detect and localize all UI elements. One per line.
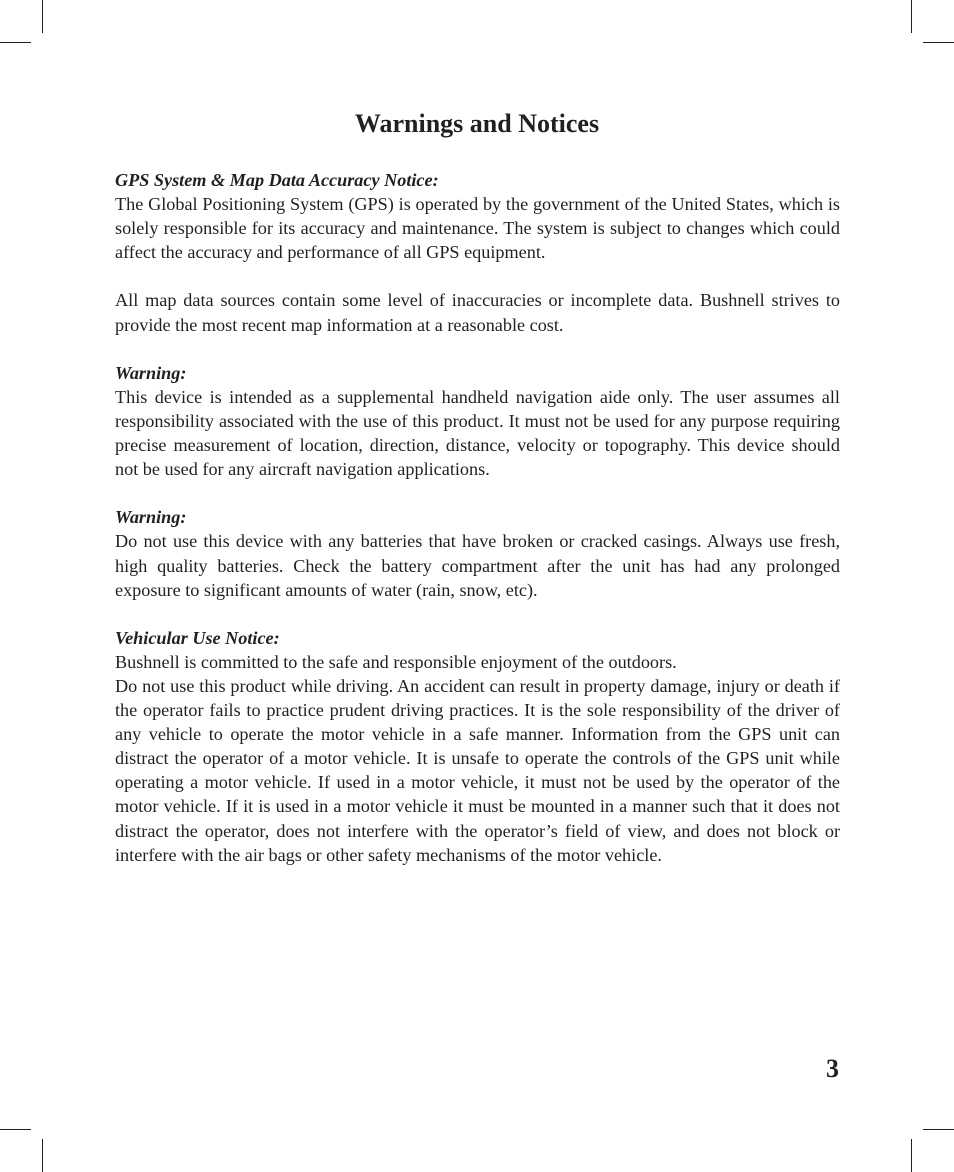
paragraph-battery-warning: Do not use this device with any batteries that have broken or cracked casings. Always use fresh, high quality batteries. Check the battery compartment after the unit has had any prolonged exposure to significant amounts of water (rain, snow, etc). [115,531,840,600]
crop-mark-top-right-vertical [911,0,912,33]
spacer [115,264,840,288]
section-heading-warning-batteries: Warning: [115,507,187,528]
crop-mark-bottom-left-horizontal [0,1129,31,1130]
crop-mark-bottom-right-vertical [911,1139,912,1172]
crop-mark-bottom-right-horizontal [923,1129,954,1130]
crop-mark-top-left-vertical [42,0,43,33]
spacer [115,481,840,505]
crop-mark-top-left-horizontal [0,42,31,43]
section-heading-gps-accuracy: GPS System & Map Data Accuracy Notice: [115,170,439,190]
crop-mark-top-right-horizontal [923,42,954,43]
paragraph-driving-notice: Do not use this product while driving. An accident can result in property damage, injury or death if the operator fails to practice prudent driving practices. It is the sole responsibility of the driver of any vehicle to operate the motor vehicle in a safe manner. Information from the GPS unit can distract the operator of a motor vehicle. It is unsafe to operate the controls of the GPS unit while operating a motor vehicle. If used in a motor vehicle, it must not be used by the operator of the motor vehicle. If it is used in a motor vehicle it must be mounted in a manner such that it does not distract the operator, does not interfere with the operator’s field of view, and does not block or interfere with the air bags or other safety mechanisms of the motor vehicle. [115,675,840,865]
crop-mark-bottom-left-vertical [42,1139,43,1172]
page-number: 3 [826,1054,839,1083]
spacer [115,602,840,626]
page-title: Warnings and Notices [354,109,600,138]
spacer [115,337,840,361]
document-body [115,168,840,867]
paragraph-navigation-warning: This device is intended as a supplemental handheld navigation aide only. The user assumes all responsibility associated with the use of this product. It must not be used for any purpose requiring precise measurement of location, direction, distance, velocity or topography. This device should not be used for any aircraft navigation applications. [115,386,840,480]
paragraph-map-data: All map data sources contain some level of inaccuracies or incomplete data. Bushnell strives to provide the most recent map information at a reasonable cost. [115,290,840,335]
section-heading-vehicular-use: Vehicular Use Notice: [115,627,280,648]
section-heading-warning-navigation: Warning: [115,362,187,383]
paragraph-commitment: Bushnell is committed to the safe and responsible enjoyment of the outdoors. [115,651,677,672]
paragraph-gps-operation: The Global Positioning System (GPS) is operated by the government of the United States, which is solely responsible for its accuracy and maintenance. The system is subject to changes which could affect the accuracy and performance of all GPS equipment. [115,194,840,263]
